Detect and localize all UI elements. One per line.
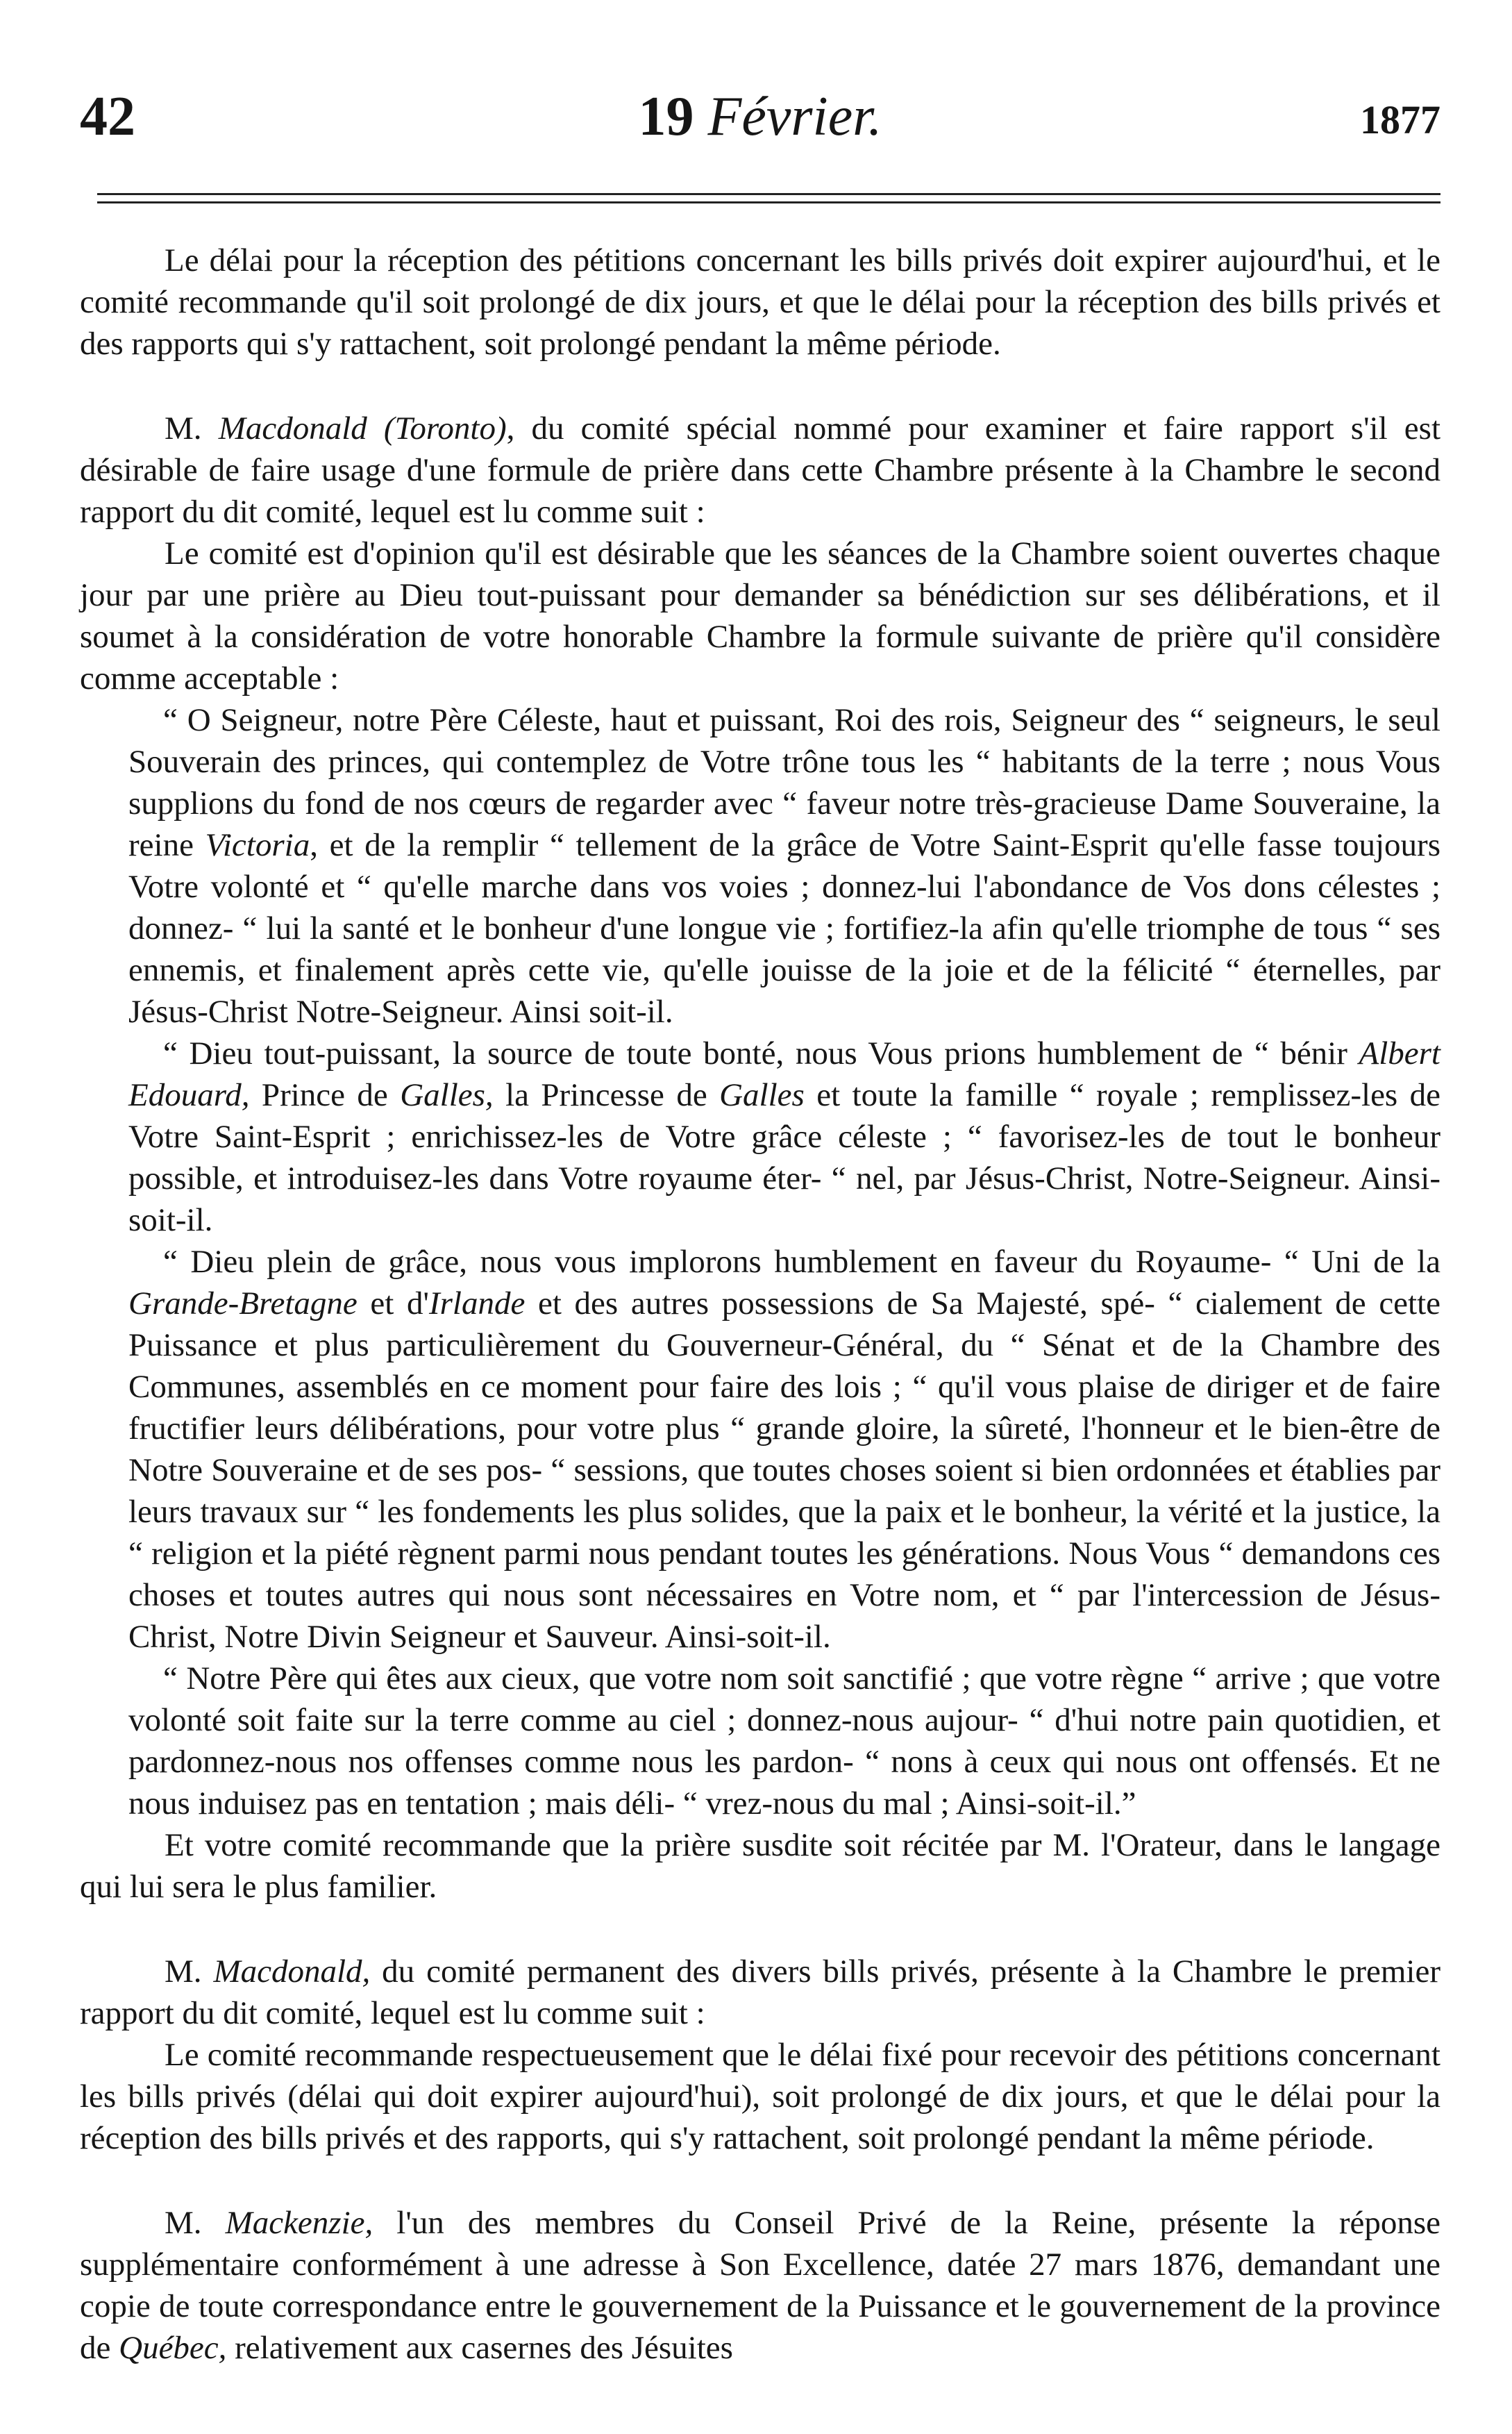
member-name: Mackenzie, [225,2205,373,2241]
paragraph-text: , du comité spécial nommé pour examiner et faire rapport s'il est désirable de faire usage d'une formule de prière dans cette Chambre présente à la Chambre le second rapport du dit comité, lequel est lu comme suit : [80,410,1441,530]
header-day: 19 [638,86,694,147]
prayer-text: et toute la famille “ royale ; remplissez-les de Votre Saint-Esprit ; enrichissez-les de Votre grâce céleste ; “ favorisez-les de tout le bonheur possible, et introduisez-les dans Votre royaume éter- “ nel, par Jésus-Christ, Notre-Seigneur. Ainsi-soit-il. [128,1077,1440,1238]
paragraph-text: relativement aux casernes des Jésuites [226,2330,733,2366]
prayer-queen [80,699,1440,1033]
page-number: 42 [80,86,135,147]
paragraph-text: du comité permanent des divers bills privés, présente à la Chambre le premier rapport du dit comité, lequel est lu comme suit : [80,1953,1440,2031]
paragraph-text: l'un des membres du Conseil Privé de la Reine, présente la réponse supplémentaire conformément à une adresse à Son Excellence, datée 27 mars 1876, demandant une copie de toute correspondance entre le gouvernement de la Puissance et le gouvernement de la province de [80,2205,1441,2366]
prayer-text: Prince de [249,1077,401,1113]
prayer-text: “ Dieu plein de grâce, nous vous implorons humblement en faveur du Royaume- “ Uni de la [163,1244,1440,1280]
header-month: Février. [707,86,882,147]
paragraph-macdonald-private-bills [80,1951,1440,2034]
paragraph-macdonald-toronto [80,408,1440,533]
header-date [600,82,920,151]
name-quebec: Québec, [119,2330,227,2366]
member-name: Macdonald, [213,1953,371,1990]
paragraph-committee-recommends: Le comité recommande respectueusement que le délai fixé pour recevoir des pétitions concernant les bills privés (délai qui doit expirer aujourd'hui), soit prolongé de dix jours, et que le délai pour la réception des bills privés et des rapports, qui s'y rattachent, soit prolongé pendant la même période. [80,2037,1440,2156]
prayer-royal-family [80,1033,1440,1241]
prayer-text: et d' [357,1285,429,1322]
member-title: M. [165,1953,202,1990]
prayer-text: et des autres possessions de Sa Majesté, spé- “ cialement de cette Puissance et plus particulièrement du Gouverneur-Général, du “ Sénat et de la Chambre des Communes, assemblés en ce moment pour faire des lois ; “ qu'il vous plaise de diriger et de faire fructifier leurs délibérations, pour votre plus “ grande gloire, la sûreté, l'honneur et le bien-être de Notre Souveraine et de ses pos- “ sessions, que toutes choses soient si bien ordonnées et établies par leurs travaux sur “ les fondements les plus solides, que la paix et le bonheur, la vérité et la justice, la “ religion et la piété règnent parmi nous pendant toutes les générations. Nous Vous “ demandons ces choses et toutes autres qui nous sont nécessaires en Votre nom, et “ par l'intercession de Jésus-Christ, Notre Divin Seigneur et Sauveur. Ainsi-soit-il. [128,1285,1441,1655]
prayer-text: , et de la remplir “ tellement de la grâce de Votre Saint-Esprit qu'elle fasse toujours Votre volonté et “ qu'elle marche dans vos voies ; donnez-lui l'abondance de Vos dons célestes ; donnez- “ lui la santé et le bonheur d'une longue vie ; fortifiez-la afin qu'elle triomphe de tous “ ses ennemis, et finalement après cette vie, qu'elle jouisse de la joie et de la félicité “ éternelles, par Jésus-Christ Notre-Seigneur. Ainsi soit-il. [128,827,1440,1030]
paragraph-delay-petitions: Le délai pour la réception des pétitions concernant les bills privés doit expirer aujourd'hui, et le comité recommande qu'il soit prolongé de dix jours, et que le délai pour la réception des bills privés et des rapports qui s'y rattachent, soit prolongé pendant la même période. [80,242,1440,362]
name-albert-edouard: Albert Edouard, [128,1035,1440,1113]
page-header [80,82,1440,151]
paragraph-committee-opinion: Le comité est d'opinion qu'il est désirable que les séances de la Chambre soient ouvertes chaque jour par une prière au Dieu tout-puissant pour demander sa bénédiction sur ses délibérations, et il soumet à la considération de votre honorable Chambre la formule suivante de prière qu'il considère comme acceptable : [80,535,1440,697]
header-rule-bottom [97,201,1440,203]
header-rule-top [97,193,1440,195]
prayer-text: la Princesse de [493,1077,720,1113]
prayer-kingdom [80,1241,1440,1658]
name-galles: Galles, [400,1077,494,1113]
member-riding: (Toronto) [383,410,507,447]
member-title: M. [165,410,202,447]
name-victoria: Victoria [205,827,310,863]
paragraph-mackenzie [80,2202,1440,2369]
page-body [80,240,1440,2369]
member-name: Macdonald [218,410,367,447]
name-irlande: Irlande [428,1285,526,1322]
paragraph-recitation: Et votre comité recommande que la prière susdite soit récitée par M. l'Orateur, dans le langage qui lui sera le plus familier. [80,1827,1440,1905]
prayer-text: “ O Seigneur, notre Père Céleste, haut et puissant, Roi des rois, Seigneur des “ seigneurs, le seul Souverain des princes, qui contemplez de Votre trône tous les “ habitants de la terre ; nous Vous supplions du fond de nos cœurs de regarder avec “ faveur notre très-gracieuse Dame Souveraine, la reine [128,702,1440,863]
prayer-our-father: “ Notre Père qui êtes aux cieux, que votre nom soit sanctifié ; que votre règne “ arrive ; que votre volonté soit faite sur la terre comme au ciel ; donnez-nous aujour- “ d'hui notre pain quotidien, et pardonnez-nous nos offenses comme nous les pardon- “ nons à ceux qui nous ont offensés. Et ne nous induisez pas en tentation ; mais déli- “ vrez-nous du mal ; Ainsi-soit-il.” [128,1660,1440,1822]
name-galles-2: Galles [719,1077,805,1113]
header-year: 1877 [1360,97,1440,142]
prayer-text: “ Dieu tout-puissant, la source de toute bonté, nous Vous prions humblement de “ bénir [163,1035,1359,1072]
member-title: M. [165,2205,202,2241]
name-grande-bretagne: Grande-Bretagne [128,1285,358,1322]
